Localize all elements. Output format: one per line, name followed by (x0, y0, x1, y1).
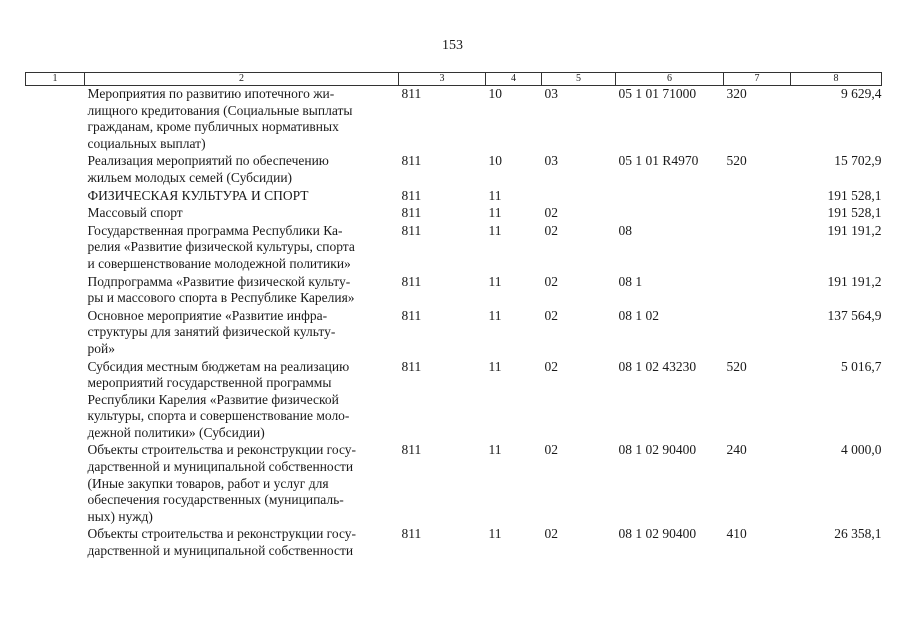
row-section-code: 11 (488, 307, 502, 323)
row-number-cell (26, 442, 85, 526)
row-name: Объекты строительства и реконструкции госу- дарственной и муниципальной собственности (Иные закупки товаров, работ и услуг для обеспечения государственных (муниципаль- ных) нужд) (87, 442, 357, 524)
row-target-article-code: 08 1 02 90400 (618, 526, 697, 542)
table-row (26, 205, 882, 223)
row-number-cell (26, 274, 85, 308)
table-header (26, 73, 882, 86)
row-amount: 26 358,1 (834, 526, 882, 542)
row-section-code: 11 (488, 187, 502, 203)
row-number-cell (26, 526, 85, 560)
row-target-article-code: 05 1 01 R4970 (618, 153, 699, 169)
row-target-article-code: 08 1 (618, 273, 643, 289)
row-section-code: 11 (488, 526, 502, 542)
row-name: Подпрограмма «Развитие физической культу- ры и массового спорта в Республике Карелия» (87, 273, 355, 306)
row-amount: 191 528,1 (827, 205, 882, 221)
row-section-code: 11 (488, 205, 502, 221)
row-gr-code: 811 (401, 442, 422, 458)
row-amount: 191 528,1 (827, 187, 882, 203)
row-number-cell (26, 359, 85, 443)
row-subsection-code: 02 (544, 273, 558, 289)
table-row (26, 526, 882, 560)
row-target-article-code: 08 (618, 222, 632, 238)
row-section-code: 10 (488, 86, 502, 101)
row-name: Массовый спорт (87, 205, 183, 221)
column-header-4: 4 (486, 73, 542, 86)
row-gr-code: 811 (401, 153, 422, 169)
table-row (26, 153, 882, 187)
row-gr-code: 811 (401, 86, 422, 101)
column-header-7: 7 (724, 73, 791, 86)
page-number: 153 (442, 38, 463, 53)
row-name: ФИЗИЧЕСКАЯ КУЛЬТУРА И СПОРТ (87, 187, 309, 203)
row-section-code: 11 (488, 222, 502, 238)
row-number-cell (26, 205, 85, 223)
row-name: Мероприятия по развитию ипотечного жи- лищного кредитования (Социальные выплаты гражданам, кроме публичных нормативных социальных выплат) (87, 86, 353, 151)
row-subsection-code: 02 (544, 307, 558, 323)
row-gr-code: 811 (401, 205, 422, 221)
row-gr-code: 811 (401, 358, 422, 374)
table-row (26, 86, 882, 154)
row-name: Объекты строительства и реконструкции госу- дарственной и муниципальной собственности (87, 526, 357, 559)
row-expense-type-code: 320 (726, 86, 747, 101)
row-number-cell (26, 223, 85, 274)
row-target-article-code: 08 1 02 (618, 307, 659, 323)
row-expense-type-code: 520 (726, 358, 747, 374)
row-subsection-code (542, 188, 616, 206)
row-expense-type-code (724, 223, 791, 274)
row-target-article-code (616, 188, 724, 206)
row-section-code: 11 (488, 358, 502, 374)
column-number-row (26, 73, 882, 86)
row-number-cell (26, 153, 85, 187)
row-gr-code: 811 (401, 307, 422, 323)
column-header-6: 6 (616, 73, 724, 86)
table-row (26, 223, 882, 274)
table-row (26, 274, 882, 308)
row-amount: 137 564,9 (827, 307, 882, 323)
row-expense-type-code (724, 274, 791, 308)
row-expense-type-code: 520 (726, 153, 747, 169)
table-body (26, 86, 882, 561)
row-subsection-code: 02 (544, 526, 558, 542)
row-expense-type-code (724, 308, 791, 359)
row-gr-code: 811 (401, 187, 422, 203)
row-number-cell (26, 188, 85, 206)
row-section-code: 11 (488, 273, 502, 289)
table-row (26, 359, 882, 443)
row-number-cell (26, 86, 85, 154)
row-name: Государственная программа Республики Ка- релия «Развитие физической культуры, спорта и совершенствование молодежной политики» (87, 222, 355, 271)
row-expense-type-code: 240 (726, 442, 747, 458)
row-subsection-code: 02 (544, 222, 558, 238)
row-amount: 9 629,4 (841, 86, 882, 101)
row-expense-type-code: 410 (726, 526, 747, 542)
row-amount: 5 016,7 (841, 358, 882, 374)
row-subsection-code: 02 (544, 205, 558, 221)
row-target-article-code: 05 1 01 71000 (618, 86, 697, 101)
column-header-3: 3 (399, 73, 486, 86)
column-header-1: 1 (26, 73, 85, 86)
row-number-cell (26, 308, 85, 359)
row-target-article-code: 08 1 02 43230 (618, 358, 697, 374)
row-amount: 15 702,9 (834, 153, 882, 169)
row-target-article-code (616, 205, 724, 223)
table-row (26, 188, 882, 206)
row-subsection-code: 03 (544, 86, 558, 101)
row-amount: 191 191,2 (827, 273, 882, 289)
row-subsection-code: 02 (544, 358, 558, 374)
row-expense-type-code (724, 188, 791, 206)
row-gr-code: 811 (401, 273, 422, 289)
table-row (26, 308, 882, 359)
row-amount: 4 000,0 (841, 442, 882, 458)
row-section-code: 11 (488, 442, 502, 458)
row-expense-type-code (724, 205, 791, 223)
column-header-2: 2 (85, 73, 399, 86)
table-row (26, 442, 882, 526)
row-gr-code: 811 (401, 222, 422, 238)
column-header-5: 5 (542, 73, 616, 86)
row-subsection-code: 03 (544, 153, 558, 169)
column-header-8: 8 (791, 73, 882, 86)
budget-table (25, 72, 882, 561)
row-target-article-code: 08 1 02 90400 (618, 442, 697, 458)
row-name: Основное мероприятие «Развитие инфра- структуры для занятий физической культу- рой» (87, 307, 336, 356)
row-gr-code: 811 (401, 526, 422, 542)
row-name: Реализация мероприятий по обеспечению жильем молодых семей (Субсидии) (87, 153, 329, 185)
row-subsection-code: 02 (544, 442, 558, 458)
row-amount: 191 191,2 (827, 222, 882, 238)
row-section-code: 10 (488, 153, 502, 169)
row-name: Субсидия местным бюджетам на реализацию мероприятий государственной программы Республики Карелия «Развитие физической культуры, спорта и совершенствование моло- дежной политики» (Субсидии) (87, 358, 350, 440)
